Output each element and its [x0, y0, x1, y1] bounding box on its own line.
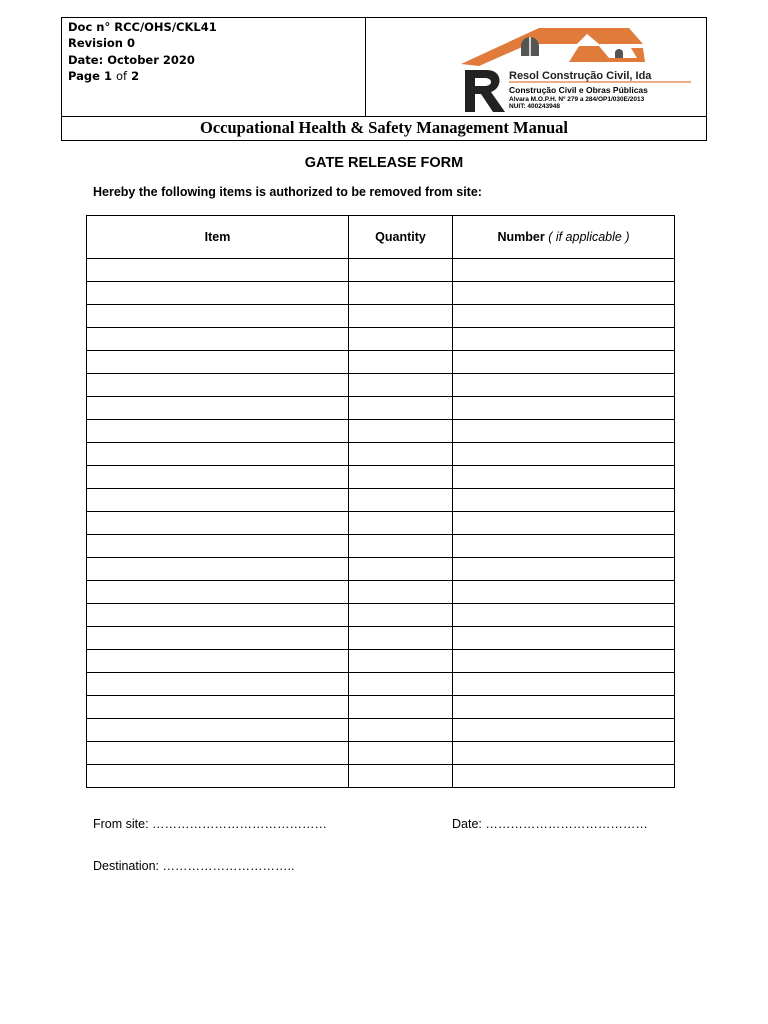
table-row — [87, 351, 675, 374]
column-header-item: Item — [87, 216, 349, 259]
number-cell[interactable] — [453, 581, 675, 604]
column-header-number — [453, 216, 675, 259]
number-cell[interactable] — [453, 604, 675, 627]
table-row — [87, 489, 675, 512]
date-field[interactable]: Date: ………………………………… — [452, 817, 648, 831]
page-label: Page — [68, 69, 100, 84]
table-row — [87, 466, 675, 489]
item-cell[interactable] — [87, 328, 349, 351]
quantity-cell[interactable] — [349, 489, 453, 512]
destination-field[interactable]: Destination: ………………………….. — [93, 859, 295, 873]
quantity-cell[interactable] — [349, 627, 453, 650]
number-cell[interactable] — [453, 558, 675, 581]
number-cell[interactable] — [453, 489, 675, 512]
item-cell[interactable] — [87, 466, 349, 489]
table-row — [87, 742, 675, 765]
quantity-cell[interactable] — [349, 259, 453, 282]
item-cell[interactable] — [87, 627, 349, 650]
item-cell[interactable] — [87, 259, 349, 282]
manual-title: Occupational Health & Safety Management Manual — [62, 116, 706, 141]
company-name: Resol Construção Civil, Ida — [509, 70, 652, 82]
form-intro: Hereby the following items is authorized to be removed from site: — [93, 185, 482, 199]
quantity-cell[interactable] — [349, 558, 453, 581]
number-cell[interactable] — [453, 259, 675, 282]
number-cell[interactable] — [453, 420, 675, 443]
table-row — [87, 765, 675, 788]
quantity-cell[interactable] — [349, 719, 453, 742]
item-cell[interactable] — [87, 650, 349, 673]
number-cell[interactable] — [453, 443, 675, 466]
number-cell[interactable] — [453, 696, 675, 719]
number-cell[interactable] — [453, 351, 675, 374]
page-current: 1 — [103, 69, 112, 84]
number-cell[interactable] — [453, 466, 675, 489]
revision: Revision 0 — [68, 36, 135, 51]
item-cell[interactable] — [87, 581, 349, 604]
number-cell[interactable] — [453, 305, 675, 328]
quantity-cell[interactable] — [349, 282, 453, 305]
company-logo — [459, 24, 699, 112]
quantity-cell[interactable] — [349, 673, 453, 696]
item-cell[interactable] — [87, 420, 349, 443]
table-row — [87, 581, 675, 604]
table-row — [87, 696, 675, 719]
number-cell[interactable] — [453, 512, 675, 535]
quantity-cell[interactable] — [349, 420, 453, 443]
doc-date: Date: October 2020 — [68, 52, 195, 67]
item-cell[interactable] — [87, 512, 349, 535]
r-letter — [465, 70, 505, 112]
quantity-cell[interactable] — [349, 650, 453, 673]
column-header-quantity: Quantity — [349, 216, 453, 259]
table-row — [87, 650, 675, 673]
company-tagline: Construção Civil e Obras Públicas — [509, 85, 648, 95]
number-cell[interactable] — [453, 282, 675, 305]
table-row — [87, 558, 675, 581]
item-cell[interactable] — [87, 282, 349, 305]
table-header-row — [87, 216, 675, 259]
table-row — [87, 328, 675, 351]
quantity-cell[interactable] — [349, 374, 453, 397]
doc-number: Doc n° RCC/OHS/CKL41 — [68, 20, 217, 34]
table-body — [87, 259, 675, 788]
item-cell[interactable] — [87, 374, 349, 397]
item-cell[interactable] — [87, 765, 349, 788]
item-cell[interactable] — [87, 673, 349, 696]
table-row — [87, 673, 675, 696]
number-cell[interactable] — [453, 742, 675, 765]
table-row — [87, 282, 675, 305]
from-site-field[interactable]: From site: …………………………………… — [93, 817, 328, 831]
quantity-cell[interactable] — [349, 535, 453, 558]
form-title: GATE RELEASE FORM — [304, 155, 464, 171]
quantity-cell[interactable] — [349, 328, 453, 351]
table-row — [87, 512, 675, 535]
item-cell[interactable] — [87, 443, 349, 466]
quantity-cell[interactable] — [349, 512, 453, 535]
item-cell[interactable] — [87, 558, 349, 581]
number-cell[interactable] — [453, 650, 675, 673]
item-cell[interactable] — [87, 696, 349, 719]
table-row — [87, 535, 675, 558]
document-header — [61, 17, 707, 141]
table-row — [87, 604, 675, 627]
item-cell[interactable] — [87, 719, 349, 742]
table-row — [87, 305, 675, 328]
page-of: of — [115, 69, 128, 84]
quantity-cell[interactable] — [349, 742, 453, 765]
number-cell[interactable] — [453, 328, 675, 351]
number-cell[interactable] — [453, 627, 675, 650]
item-cell[interactable] — [87, 604, 349, 627]
number-cell[interactable] — [453, 535, 675, 558]
company-nuit: NUIT: 400243948 — [509, 103, 560, 110]
quantity-cell[interactable] — [349, 765, 453, 788]
table-row — [87, 627, 675, 650]
number-cell[interactable] — [453, 719, 675, 742]
doc-info-cell — [62, 18, 366, 117]
items-table — [86, 215, 675, 788]
logo-cell — [366, 18, 706, 117]
number-hint: ( if applicable ) — [548, 230, 630, 244]
table-row — [87, 719, 675, 742]
number-cell[interactable] — [453, 673, 675, 696]
table-row — [87, 420, 675, 443]
number-cell[interactable] — [453, 374, 675, 397]
quantity-cell[interactable] — [349, 604, 453, 627]
item-cell[interactable] — [87, 305, 349, 328]
number-label: Number — [497, 230, 545, 244]
item-cell[interactable] — [87, 397, 349, 420]
page-total: 2 — [131, 69, 140, 84]
quantity-cell[interactable] — [349, 581, 453, 604]
quantity-cell[interactable] — [349, 466, 453, 489]
number-cell[interactable] — [453, 397, 675, 420]
quantity-cell[interactable] — [349, 443, 453, 466]
quantity-cell[interactable] — [349, 696, 453, 719]
quantity-cell[interactable] — [349, 305, 453, 328]
table-row — [87, 443, 675, 466]
table-row — [87, 374, 675, 397]
number-cell[interactable] — [453, 765, 675, 788]
item-cell[interactable] — [87, 489, 349, 512]
page-indicator — [68, 68, 365, 84]
quantity-cell[interactable] — [349, 397, 453, 420]
item-cell[interactable] — [87, 742, 349, 765]
window-right — [615, 49, 623, 58]
item-cell[interactable] — [87, 351, 349, 374]
table-row — [87, 397, 675, 420]
quantity-cell[interactable] — [349, 351, 453, 374]
item-cell[interactable] — [87, 535, 349, 558]
company-licence: Alvara M.O.P.H. Nº 279 a 284/OP1/030E/2013 — [509, 96, 645, 103]
table-row — [87, 259, 675, 282]
